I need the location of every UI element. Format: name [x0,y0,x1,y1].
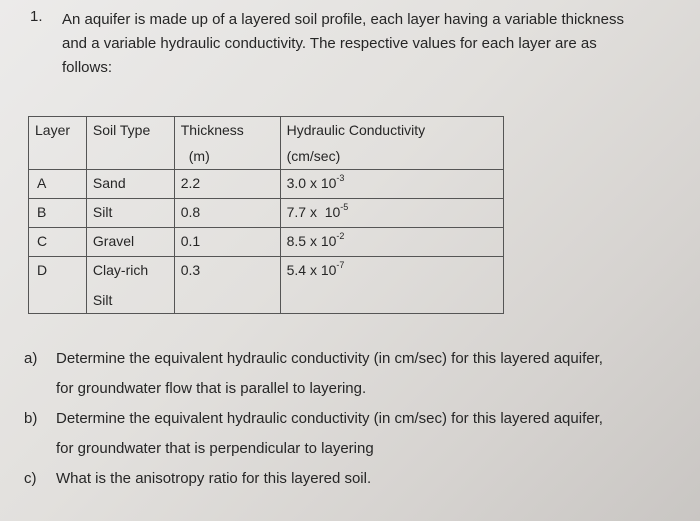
table-row [29,257,504,314]
layer-cell [29,228,87,257]
hc-base: 8.5 x 10 [286,233,337,249]
header-hydraulic-conductivity [280,117,503,170]
part-text [56,464,371,494]
question-intro [62,8,672,80]
hc-cell [280,257,503,314]
thickness-value: 0.8 [180,204,201,220]
soil-type: Clay-rich [92,262,149,278]
part-line: What is the anisotropy ratio for this layered soil. [56,470,372,487]
header-thickness-unit: (m) [188,148,210,164]
header-hc-unit: (cm/sec) [286,148,341,164]
question-part-a [24,344,684,404]
part-label: b) [24,410,38,427]
part-line: for groundwater that is perpendicular to layering [56,440,374,457]
part-line: Determine the equivalent hydraulic conductivity (in cm/sec) for this layered aquifer, [56,410,603,427]
hc-base: 5.4 x 10 [286,262,337,278]
thickness-cell [174,257,280,314]
soil-type: Silt [92,204,113,220]
hc-cell [280,228,503,257]
part-label: a) [24,350,38,367]
soil-layer-table [28,116,504,314]
hc-base: 3.0 x 10 [286,175,337,191]
part-label: c) [24,470,37,487]
hc-value [281,199,503,225]
hc-cell [280,170,503,199]
intro-line: and a variable hydraulic conductivity. The respective values for each layer are as [62,35,597,52]
soil-type-continued: Silt [92,292,113,308]
header-thickness-label: Thickness [180,122,244,138]
header-thickness [174,117,280,170]
soil-cell [86,228,174,257]
part-text [56,404,603,464]
thickness-cell [174,170,280,199]
intro-line: follows: [62,59,113,76]
question-number: 1. [30,8,43,25]
thickness-value: 2.2 [180,175,201,191]
soil-type: Sand [92,175,126,191]
soil-cell [86,199,174,228]
table-header-row [29,117,504,170]
hc-cell [280,199,503,228]
part-line: Determine the equivalent hydraulic conductivity (in cm/sec) for this layered aquifer, [56,350,603,367]
question-parts [24,344,684,494]
part-text [56,344,603,404]
part-line: for groundwater flow that is parallel to layering. [56,380,367,397]
thickness-cell [174,199,280,228]
header-layer [29,117,87,170]
layer-id: C [37,233,48,249]
thickness-value: 0.3 [180,262,201,278]
hc-value [281,170,503,196]
table-row [29,170,504,199]
soil-cell [86,257,174,314]
header-soil-type [86,117,174,170]
soil-type: Gravel [92,233,135,249]
intro-line: An aquifer is made up of a layered soil profile, each layer having a variable thickness [62,11,624,28]
header-layer-label: Layer [35,122,71,138]
layer-cell [29,199,87,228]
hc-exponent: -3 [336,173,345,184]
table-row [29,199,504,228]
layer-id: A [37,175,47,191]
question-part-c [24,464,684,494]
hc-exponent: -2 [336,231,345,242]
thickness-cell [174,228,280,257]
table-row [29,228,504,257]
hc-exponent: -5 [340,202,349,213]
hc-base: 7.7 x 10 [286,204,341,220]
header-soil-type-label: Soil Type [92,122,151,138]
layer-id: D [37,262,48,278]
layer-cell [29,257,87,314]
header-hc-label: Hydraulic Conductivity [286,122,426,138]
thickness-value: 0.1 [180,233,201,249]
layer-id: B [37,204,47,220]
hc-value [281,228,503,254]
hc-value [281,257,503,283]
soil-cell [86,170,174,199]
hc-exponent: -7 [336,260,345,271]
layer-cell [29,170,87,199]
question-part-b [24,404,684,464]
